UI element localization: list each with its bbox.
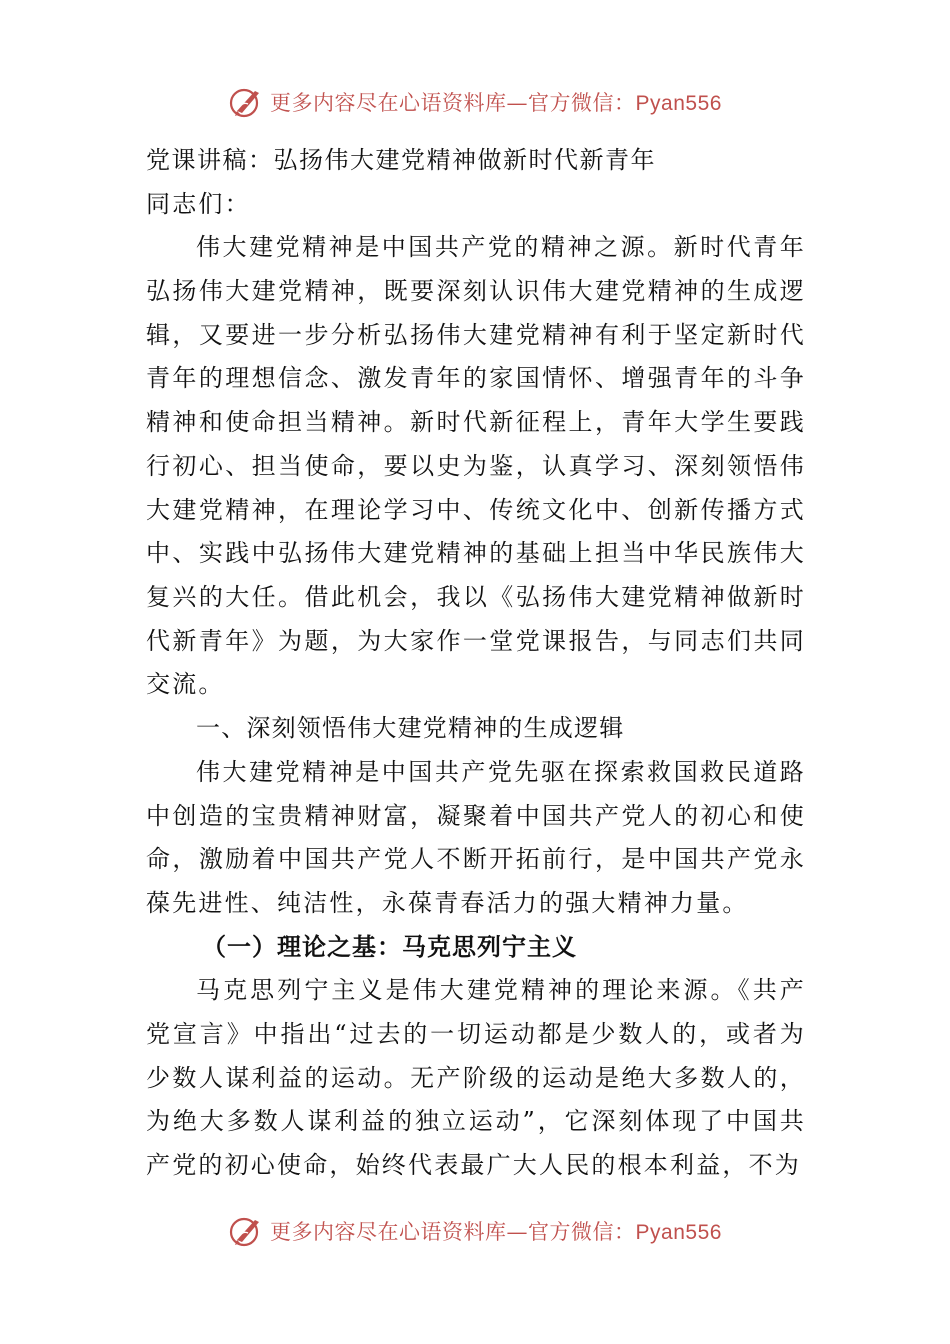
section-heading-1: 一、深刻领悟伟大建党精神的生成逻辑 [196, 714, 625, 743]
document-title: 党课讲稿：弘扬伟大建党精神做新时代新青年 [146, 146, 656, 174]
subsection-heading-1: （一）理论之基：马克思列宁主义 [202, 932, 577, 961]
salutation: 同志们： [146, 189, 251, 218]
paragraph-subsection-1: 马克思列宁主义是伟大建党精神的理论来源。《共产党宣言》中指出“过去的一切运动都是少数人的，或者为少数人谋利益的运动。无产阶级的运动是绝大多数人的，为绝大多数人谋利益的独立运动”，它深刻体现了中国共产党的初心使命，始终代表最广大人民的根本利益，不为 [146, 976, 806, 1180]
document-body [146, 139, 806, 1188]
footer-watermark [0, 1211, 950, 1251]
pen-logo-icon [228, 84, 264, 120]
paragraph-section-1: 伟大建党精神是中国共产党先驱在探索救国救民道路中创造的宝贵精神财富，凝聚着中国共产党人的初心和使命，激励着中国共产党人不断开拓前行，是中国共产党永葆先进性、纯洁性，永葆青春活力的强大精神力量。 [146, 757, 806, 917]
watermark-text: 更多内容尽在心语资料库—官方微信：Pyan556 [270, 1220, 722, 1244]
paragraph-intro: 伟大建党精神是中国共产党的精神之源。新时代青年弘扬伟大建党精神，既要深刻认识伟大建党精神的生成逻辑，又要进一步分析弘扬伟大建党精神有利于坚定新时代青年的理想信念、激发青年的家国情怀、增强青年的斗争精神和使命担当精神。新时代新征程上，青年大学生要践行初心、担当使命，要以史为鉴，认真学习、深刻领悟伟大建党精神，在理论学习中、传统文化中、创新传播方式中、实践中弘扬伟大建党精神的基础上担当中华民族伟大复兴的大任。借此机会，我以《弘扬伟大建党精神做新时代新青年》为题，为大家作一堂党课报告，与同志们共同交流。 [146, 233, 806, 699]
pen-logo-icon [228, 1213, 264, 1249]
watermark-text: 更多内容尽在心语资料库—官方微信：Pyan556 [270, 91, 722, 115]
header-watermark [0, 82, 950, 122]
